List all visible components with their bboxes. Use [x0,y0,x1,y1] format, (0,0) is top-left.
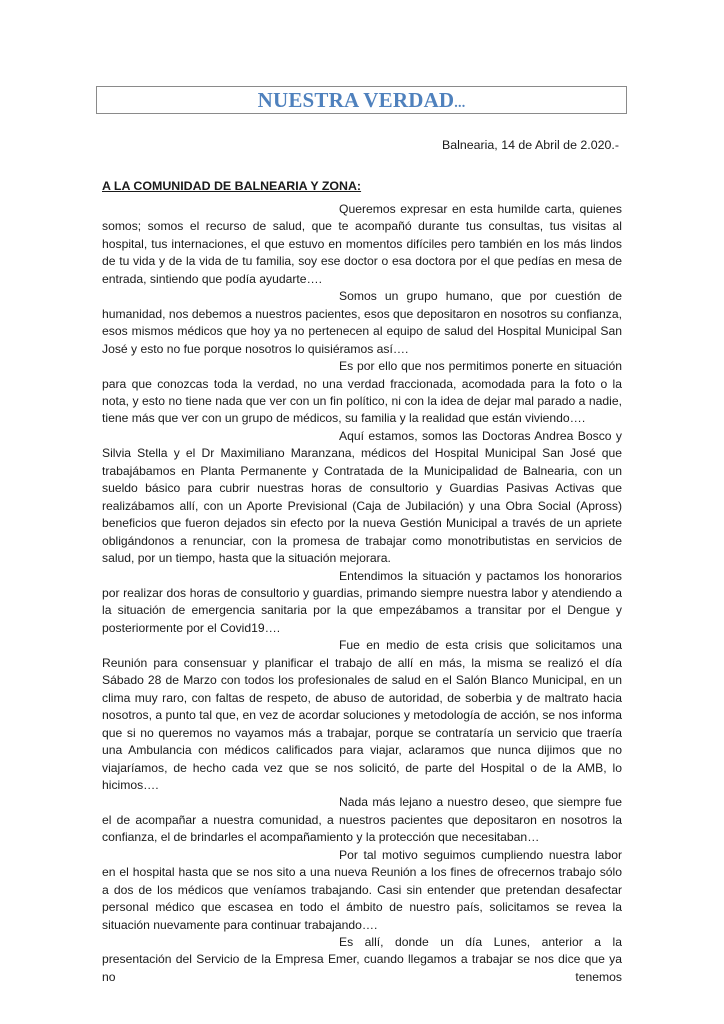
date-line: Balnearia, 14 de Abril de 2.020.- [441,138,619,152]
title-text: NUESTRA VERDAD [257,87,455,112]
paragraph: Queremos expresar en esta humilde carta, quienes somos; somos el recurso de salud, que te acompañó durante tus consultas, tus visitas al hospital, tus internaciones, el que estuvo en momentos difíciles pero también en los más lindos de tu vida y de la vida de tu familia, soy ese doctor o esa doctora por el que pedías en mesa de entrada, sintiendo que podía ayudarte…. [102,202,622,286]
paragraph: Es allí, donde un día Lunes, anterior a la presentación del Servicio de la Empresa Emer, cuando llegamos a trabajar se nos dice que ya no tenemos [102,935,622,984]
paragraph: Es por ello que nos permitimos ponerte en situación para que conozcas toda la verdad, no una verdad fraccionada, acomodada para la foto o la nota, y esto no tiene nada que ver con un fin político, ni con la idea de dejar mal parado a nadie, tiene más que ver con un grupo de médicos, su familia y la realidad que están viviendo…. [102,359,622,426]
paragraph: Entendimos la situación y pactamos los honorarios por realizar dos horas de consultorio y guardias, primando siempre nuestra labor y atendiendo a la situación de emergencia sanitaria por la que empezábamos a transitar por el Dengue y posteriormente por el Covid19…. [102,568,622,635]
paragraph: Somos un grupo humano, que por cuestión de humanidad, nos debemos a nuestros pacientes, esos que depositaron en nosotros su confianza, esos mismos médicos que hoy ya no pertenecen al equipo de salud del Hospital Municipal San José y esto no fue porque nosotros lo quisiéramos así…. [102,289,622,356]
paragraph: Fue en medio de esta crisis que solicitamos una Reunión para consensuar y planificar el trabajo de allí en más, la misma se realizó el día Sábado 28 de Marzo con todos los profesionales de salud en el Salón Blanco Municipal, en un clima muy raro, con faltas de respeto, de abuso de autoridad, de soberbia y de maltrato hacia nosotros, a punto tal que, en vez de acordar soluciones y metodología de acción, se nos informa que si no queremos no vayamos más a trabajar, porque se contrataría un servicio que traería una Ambulancia con médicos calificados para viajar, aclaramos que nunca dijimos que no viajaríamos, de hecho cada vez que se nos solicitó, de parte del Hospital o de la AMB, lo hicimos…. [102,638,622,792]
letter-body [102,201,622,986]
title-ellipsis: ... [454,95,466,111]
salutation: A LA COMUNIDAD DE BALNEARIA Y ZONA: [102,179,362,193]
paragraph: Por tal motivo seguimos cumpliendo nuestra labor en el hospital hasta que se nos sito a una nueva Reunión a los fines de ofrecernos trabajo sólo a dos de los médicos que veníamos trabajando. Casi sin entender que pretendan desafectar personal médico que escasea en todo el ámbito de nuestro país, solicitamos se revea la situación nuevamente para continuar trabajando…. [102,847,622,932]
paragraph: Aquí estamos, somos las Doctoras Andrea Bosco y Silvia Stella y el Dr Maximiliano Maranzana, médicos del Hospital Municipal San José que trabajábamos en Planta Permanente y Contratada de la Municipalidad de Balnearia, con un sueldo básico para cubrir nuestras horas de consultorio y Guardias Pasivas Activas que realizábamos allí, con un Aporte Previsional (Caja de Jubilación) y una Obra Social (Apross) beneficios que fueron dejados sin efecto por la nueva Gestión Municipal a través de un apriete obligándonos a renunciar, con la promesa de trabajar como monotributistas en servicios de salud, por un tiempo, hasta que la situación mejorara. [102,428,622,566]
title-box [96,86,627,114]
paragraph: Nada más lejano a nuestro deseo, que siempre fue el de acompañar a nuestra comunidad, a nuestros pacientes que depositaron en nosotros la confianza, el de brindarles el acompañamiento y la protección que necesitaban… [102,795,622,845]
document-title [258,88,466,113]
